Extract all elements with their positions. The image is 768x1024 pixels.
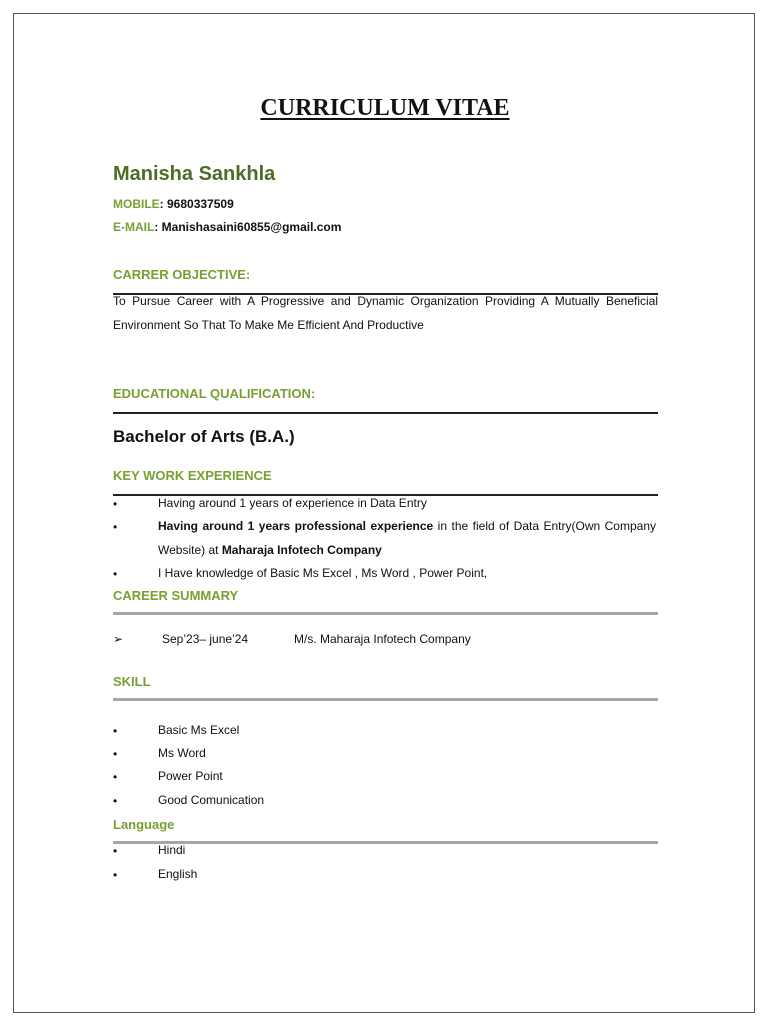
skill-item: Basic Ms Excel — [158, 723, 240, 737]
skill-item: Power Point — [158, 769, 223, 783]
bullet-icon: • — [113, 520, 118, 534]
experience-item: Having around 1 years of experience in Data Entry — [158, 496, 427, 510]
education-heading: EDUCATIONAL QUALIFICATION: — [113, 386, 316, 401]
skill-item: Good Comunication — [158, 793, 265, 807]
bullet-icon: • — [113, 770, 118, 784]
bullet-icon: • — [113, 868, 118, 882]
email-line — [113, 220, 341, 234]
mobile-line — [113, 197, 234, 211]
objective-text: To Pursue Career with A Progressive and Dynamic Organization Providing A Mutually Beneficial Environment So That To Make Me Efficient And Productive — [113, 294, 658, 332]
experience-item: I Have knowledge of Basic Ms Excel , Ms Word , Power Point, — [158, 566, 488, 580]
skill-rule — [113, 698, 658, 701]
experience-item-bold: Having around 1 years professional experience — [158, 519, 434, 533]
experience-heading: KEY WORK EXPERIENCE — [113, 468, 272, 483]
document-page — [13, 13, 755, 1013]
objective-heading: CARRER OBJECTIVE: — [113, 267, 251, 282]
experience-item-company: Maharaja Infotech Company — [221, 542, 382, 557]
mobile-value: : 9680337509 — [159, 197, 234, 211]
bullet-icon: • — [113, 794, 118, 808]
skill-item: Ms Word — [158, 746, 206, 760]
bullet-icon: • — [113, 497, 118, 511]
career-summary-rule — [113, 612, 658, 615]
bullet-icon: • — [113, 567, 118, 581]
language-heading: Language — [113, 817, 175, 832]
mobile-label: MOBILE — [113, 197, 160, 211]
email-value: : Manishasaini60855@gmail.com — [154, 220, 342, 234]
language-item: Hindi — [158, 843, 186, 857]
experience-item — [158, 515, 656, 562]
bullet-icon: • — [113, 844, 118, 858]
candidate-name: Manisha Sankhla — [113, 163, 276, 185]
experience-item-text: in the field of Data Entry(Own Company Website) at — [158, 519, 656, 557]
language-rule — [113, 841, 658, 844]
career-company: M/s. Maharaja Infotech Company — [294, 632, 471, 646]
career-summary-heading: CAREER SUMMARY — [113, 588, 239, 603]
education-rule — [113, 412, 658, 414]
degree: Bachelor of Arts (B.A.) — [113, 427, 295, 446]
email-label: E-MAIL — [113, 220, 155, 234]
bullet-icon: • — [113, 747, 118, 761]
arrow-bullet-icon: ➢ — [113, 632, 124, 646]
language-item: English — [158, 867, 198, 881]
career-period: Sep’23– june’24 — [162, 632, 249, 646]
document-title: CURRICULUM VITAE — [260, 95, 510, 121]
skill-heading: SKILL — [113, 674, 151, 689]
bullet-icon: • — [113, 724, 118, 738]
